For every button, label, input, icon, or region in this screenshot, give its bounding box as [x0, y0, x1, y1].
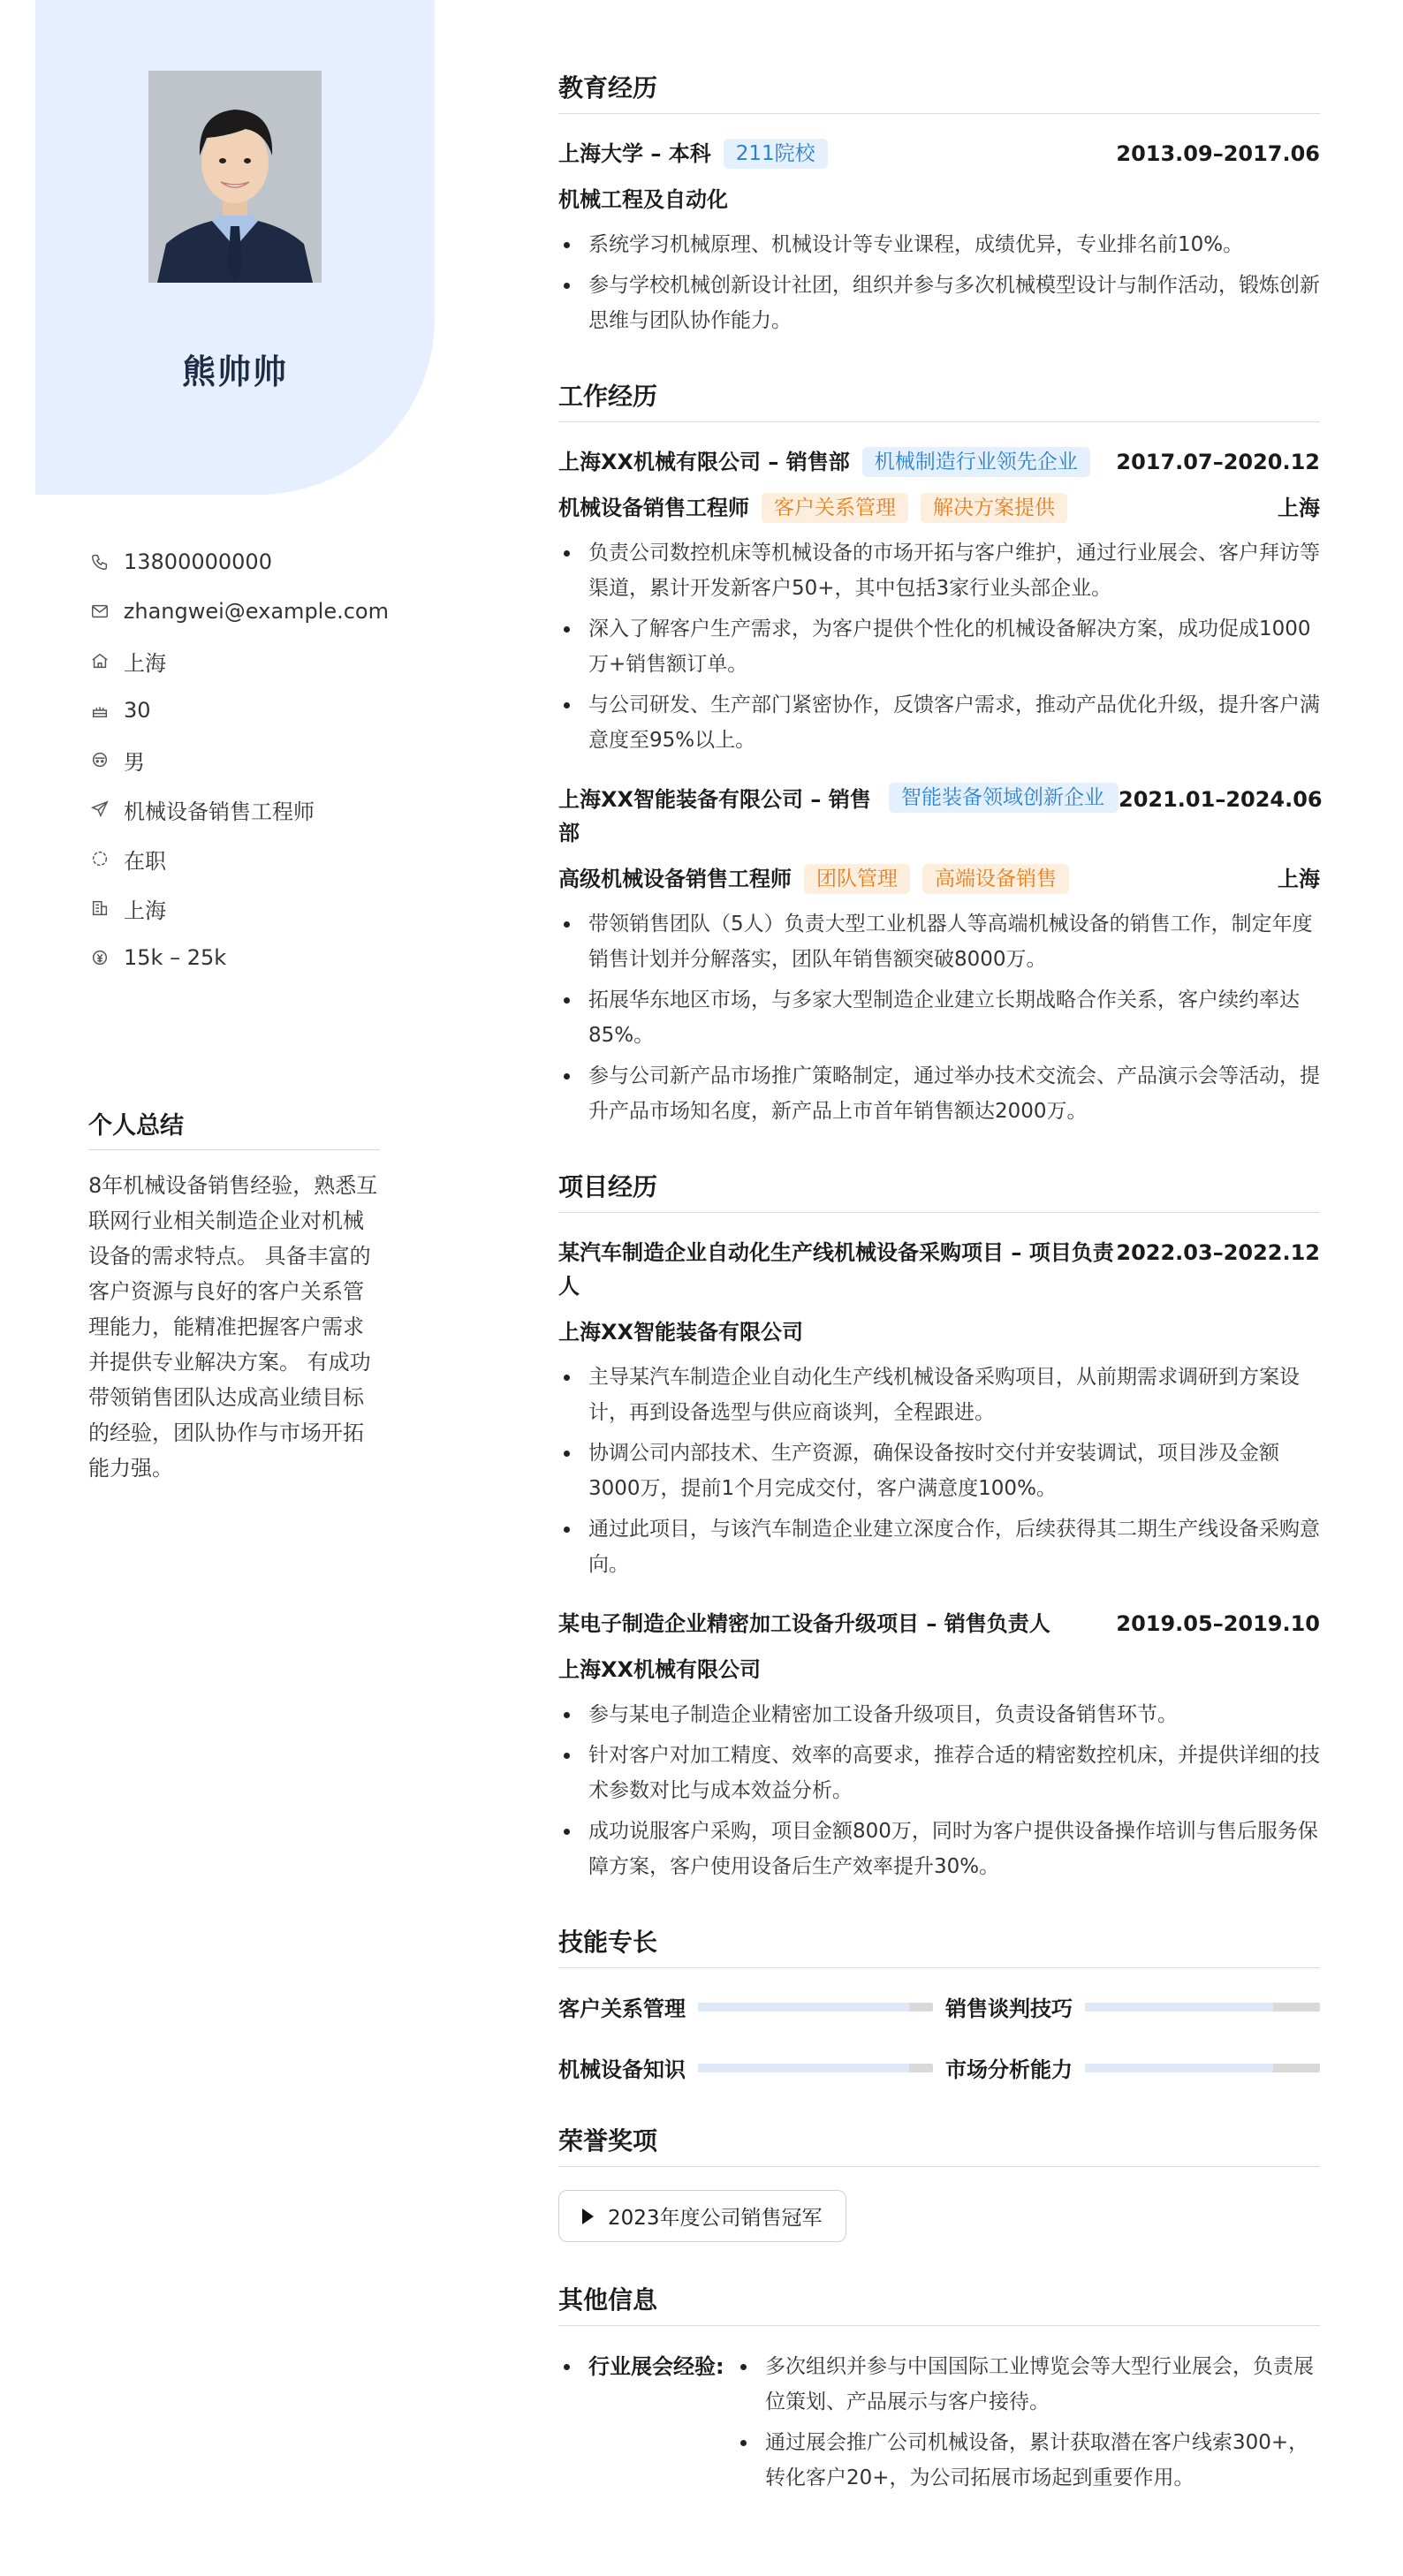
list-item: 带领销售团队（5人）负责大型工业机器人等高端机械设备的销售工作，制定年度销售计划并分解落实，团队年销售额突破8000万。	[558, 906, 1320, 977]
list-item: 成功说服客户采购，项目金额800万，同时为客户提供设备操作培训与售后服务保障方案，客户使用设备后生产效率提升30%。	[558, 1814, 1320, 1884]
contact-text: zhangwei@example.com	[123, 599, 389, 624]
project-date: 2019.05–2019.10	[1116, 1611, 1320, 1636]
work-date: 2021.01–2024.06	[1119, 787, 1323, 812]
home-icon	[88, 649, 111, 672]
list-item: 针对客户对加工精度、效率的高要求，推荐合适的精密数控机床，并提供详细的技术参数对比与成本效益分析。	[558, 1738, 1320, 1808]
awards-title: 荣誉奖项	[558, 2122, 1320, 2167]
education-title: 教育经历	[558, 69, 1320, 114]
list-item: 与公司研发、生产部门紧密协作，反馈客户需求，推动产品优化升级，提升客户满意度至95%以上。	[558, 687, 1320, 758]
skill-name: 机械设备知识	[558, 2057, 686, 2082]
contact-text: 在职	[124, 848, 166, 874]
list-item: 通过展会推广公司机械设备，累计获取潜在客户线索300+，转化客户20+，为公司拓展市场起到重要作用。	[735, 2425, 1320, 2496]
skill-bar	[1085, 2003, 1320, 2012]
status-icon	[88, 847, 111, 870]
project-entry	[558, 1236, 1320, 1582]
other-title: 其他信息	[558, 2281, 1320, 2326]
project-name: 某电子制造企业精密加工设备升级项目 – 销售负责人	[558, 1611, 1050, 1636]
skills-section	[558, 1923, 1320, 2083]
work-bullets	[558, 535, 1320, 758]
contact-city	[88, 883, 389, 933]
summary-section	[88, 1106, 380, 1486]
send-icon	[88, 798, 111, 821]
skill-tag: 客户关系管理	[762, 493, 908, 523]
other-label: 行业展会经验:	[558, 2349, 735, 2501]
skill-bar-fill	[698, 2003, 909, 2012]
project-date: 2022.03–2022.12	[1116, 1240, 1320, 1265]
project-bullets	[558, 1697, 1320, 1884]
cake-icon	[88, 699, 111, 722]
skill-item	[945, 1991, 1320, 2022]
contact-status	[88, 834, 389, 883]
skill-tag: 高端设备销售	[922, 864, 1069, 894]
skill-bar	[698, 2064, 933, 2072]
project-org: 上海XX智能装备有限公司	[558, 1320, 804, 1345]
contact-text: 机械设备销售工程师	[124, 799, 315, 824]
skill-tag: 团队管理	[804, 864, 910, 894]
projects-section	[558, 1168, 1320, 1884]
project-bullets	[558, 1360, 1320, 1582]
contact-text: 15k – 25k	[124, 945, 227, 970]
list-item: 主导某汽车制造企业自动化生产线机械设备采购项目，从前期需求调研到方案设计，再到设备选型与供应商谈判，全程跟进。	[558, 1360, 1320, 1430]
other-section	[558, 2281, 1320, 2501]
company-tag: 智能装备领域创新企业	[889, 783, 1119, 813]
other-item	[558, 2349, 1320, 2501]
skill-bar-fill	[698, 2064, 909, 2072]
list-item: 负责公司数控机床等机械设备的市场开拓与客户维护，通过行业展会、客户拜访等渠道，累计开发新客户50+，其中包括3家行业头部企业。	[558, 535, 1320, 606]
school-name: 上海大学 – 本科	[558, 141, 711, 166]
list-item: 深入了解客户生产需求，为客户提供个性化的机械设备解决方案，成功促成1000万+销售额订单。	[558, 611, 1320, 682]
profile-name: 熊帅帅	[181, 352, 288, 391]
skill-item	[558, 1991, 933, 2022]
contact-text: 男	[124, 749, 145, 775]
contact-text: 上海	[124, 650, 166, 676]
salary-icon	[88, 946, 111, 969]
skills-title: 技能专长	[558, 1923, 1320, 1968]
list-item: 协调公司内部技术、生产资源，确保设备按时交付并安装调试，项目涉及金额3000万，提前1个月完成交付，客户满意度100%。	[558, 1436, 1320, 1506]
contact-email	[88, 587, 389, 636]
skill-name: 市场分析能力	[945, 2057, 1073, 2082]
job-role: 高级机械设备销售工程师	[558, 867, 792, 891]
contact-text: 上海	[124, 898, 166, 923]
skill-name: 销售谈判技巧	[945, 1996, 1073, 2021]
company-name: 上海XX智能装备有限公司 – 销售部	[558, 787, 871, 845]
list-item: 系统学习机械原理、机械设计等专业课程，成绩优异，专业排名前10%。	[558, 227, 1320, 262]
awards-section	[558, 2122, 1320, 2242]
skills-grid	[558, 1991, 1320, 2083]
work-section	[558, 377, 1323, 1129]
contact-gender	[88, 735, 389, 784]
work-location: 上海	[1278, 496, 1320, 520]
education-section	[558, 69, 1320, 338]
company-name: 上海XX机械有限公司 – 销售部	[558, 450, 850, 474]
summary-text: 8年机械设备销售经验，熟悉互联网行业相关制造企业对机械设备的需求特点。 具备丰富的客户资源与良好的客户关系管理能力，能精准把握客户需求并提供专业解决方案。 有成功带领销售团队达成高业绩目标的经验，团队协作与市场开拓能力强。	[88, 1173, 378, 1481]
list-item: 参与公司新产品市场推广策略制定，通过举办技术交流会、产品演示会等活动，提升产品市场知名度，新产品上市首年销售额达2000万。	[558, 1058, 1320, 1129]
skill-bar-fill	[1085, 2003, 1273, 2012]
contact-age	[88, 686, 389, 735]
skill-name: 客户关系管理	[558, 1996, 686, 2021]
job-role: 机械设备销售工程师	[558, 496, 749, 520]
summary-title: 个人总结	[88, 1106, 380, 1150]
phone-icon	[88, 550, 111, 573]
mail-icon	[88, 600, 111, 623]
main-content	[558, 69, 1323, 2540]
award-text: 2023年度公司销售冠军	[608, 2207, 823, 2230]
education-date: 2013.09–2017.06	[1116, 141, 1320, 166]
projects-title: 项目经历	[558, 1168, 1320, 1213]
project-name: 某汽车制造企业自动化生产线机械设备采购项目 – 项目负责人	[558, 1240, 1114, 1299]
work-location: 上海	[1278, 867, 1320, 891]
contact-list	[88, 537, 389, 982]
skill-tag: 解决方案提供	[921, 493, 1067, 523]
company-tag: 机械制造行业领先企业	[862, 447, 1090, 477]
contact-home	[88, 636, 389, 686]
contact-text: 13800000000	[124, 549, 272, 574]
list-item: 多次组织并参与中国国际工业博览会等大型行业展会，负责展位策划、产品展示与客户接待。	[735, 2349, 1320, 2420]
work-title: 工作经历	[558, 377, 1320, 422]
skill-item	[558, 2052, 933, 2083]
school-tag: 211院校	[724, 139, 828, 169]
avatar	[148, 71, 322, 283]
project-org: 上海XX机械有限公司	[558, 1657, 762, 1682]
skill-bar	[1085, 2064, 1320, 2072]
contact-salary	[88, 933, 389, 982]
contact-position	[88, 784, 389, 834]
contact-phone	[88, 537, 389, 587]
list-item: 参与某电子制造企业精密加工设备升级项目，负责设备销售环节。	[558, 1697, 1320, 1732]
education-header	[558, 137, 1320, 170]
project-entry	[558, 1607, 1320, 1884]
list-item: 拓展华东地区市场，与多家大型制造企业建立长期战略合作关系，客户续约率达85%。	[558, 982, 1320, 1053]
gender-icon	[88, 748, 111, 771]
contact-text: 30	[124, 698, 151, 723]
work-entry	[558, 445, 1320, 758]
list-item: 参与学校机械创新设计社团，组织并参与多次机械模型设计与制作活动，锻炼创新思维与团队协作能力。	[558, 268, 1320, 338]
major-name: 机械工程及自动化	[558, 187, 728, 212]
award-item[interactable]	[558, 2190, 846, 2242]
skill-bar-fill	[1085, 2064, 1273, 2072]
work-date: 2017.07–2020.12	[1116, 450, 1320, 474]
work-bullets	[558, 906, 1320, 1129]
building-icon	[88, 897, 111, 920]
skill-bar	[698, 2003, 933, 2012]
other-bullets	[735, 2349, 1320, 2501]
list-item: 通过此项目，与该汽车制造企业建立深度合作，后续获得其二期生产线设备采购意向。	[558, 1512, 1320, 1582]
play-icon	[582, 2209, 594, 2224]
education-bullets	[558, 227, 1320, 338]
skill-item	[945, 2052, 1320, 2083]
work-entry	[558, 783, 1323, 1129]
